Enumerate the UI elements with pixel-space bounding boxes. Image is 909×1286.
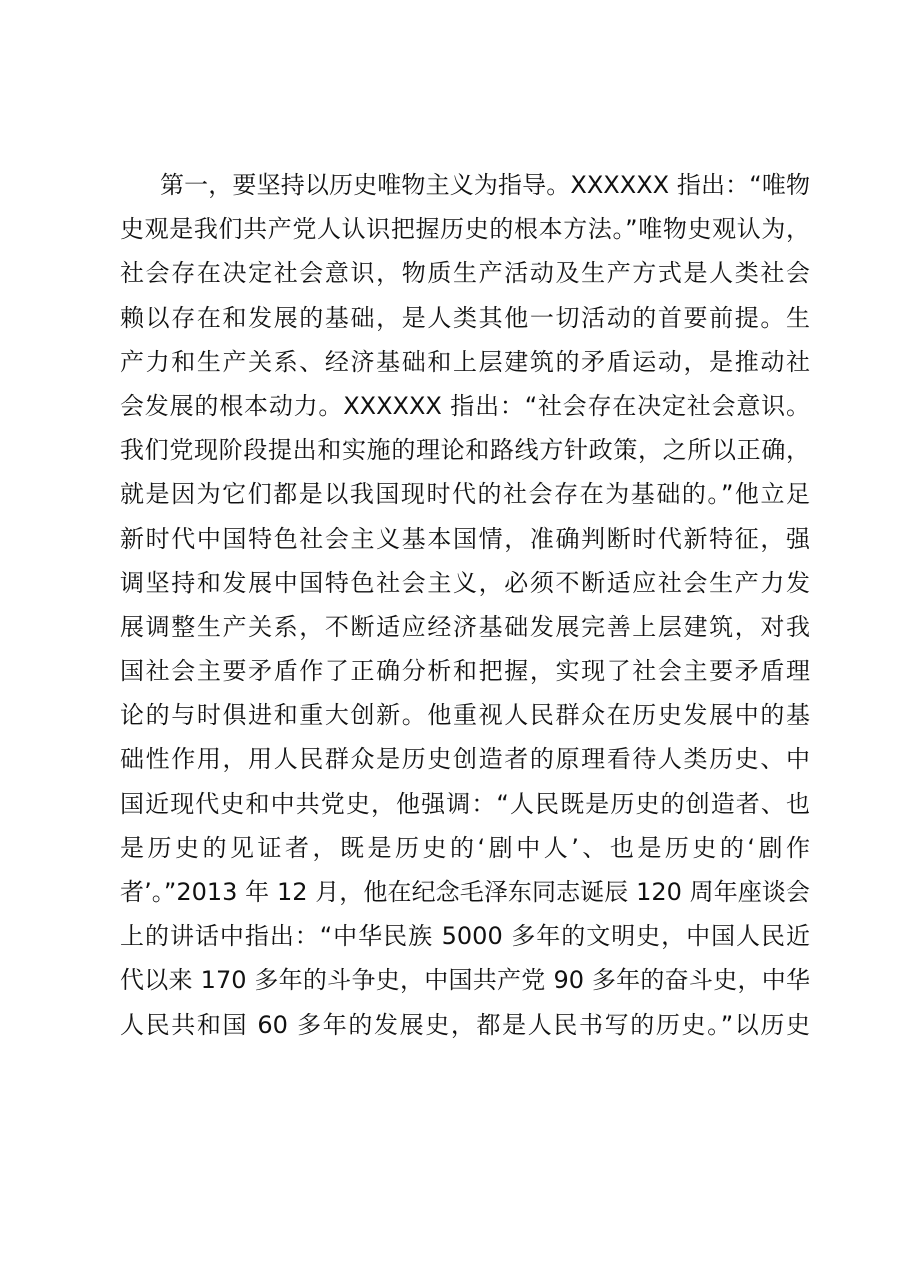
- text-line: 代以来 170 多年的斗争史，中国共产党 90 多年的奋斗史，中华: [120, 966, 810, 995]
- text-line: 人民共和国 60 多年的发展史，都是人民书写的历史。”以历史: [120, 1010, 810, 1039]
- text-line: 础性作用，用人民群众是历史创造者的原理看待人类历史、中: [120, 745, 810, 774]
- text-line: 社会存在决定社会意识，物质生产活动及生产方式是人类社会: [120, 259, 810, 288]
- text-line: 新时代中国特色社会主义基本国情，准确判断时代新特征，强: [120, 524, 810, 553]
- text-line: 上的讲话中指出：“中华民族 5000 多年的文明史，中国人民近: [120, 922, 810, 951]
- body-paragraph: [120, 163, 810, 1047]
- text-line: 国社会主要矛盾作了正确分析和把握，实现了社会主要矛盾理: [120, 657, 810, 686]
- text-line: 展调整生产关系，不断适应经济基础发展完善上层建筑，对我: [120, 612, 810, 641]
- text-line: 调坚持和发展中国特色社会主义，必须不断适应社会生产力发: [120, 568, 810, 597]
- text-line: 者’。”2013 年 12 月，他在纪念毛泽东同志诞辰 120 周年座谈会: [120, 878, 810, 906]
- text-line: 第一，要坚持以历史唯物主义为指导。XXXXXX 指出：“唯物: [160, 171, 810, 199]
- text-line: 产力和生产关系、经济基础和上层建筑的矛盾运动，是推动社: [120, 347, 810, 376]
- text-line: 国近现代史和中共党史，他强调：“人民既是历史的创造者、也: [120, 789, 810, 818]
- text-line: 我们党现阶段提出和实施的理论和路线方针政策，之所以正确，: [120, 436, 810, 465]
- text-line: 就是因为它们都是以我国现时代的社会存在为基础的。”他立足: [120, 480, 810, 509]
- text-line: 史观是我们共产党人认识把握历史的根本方法。”唯物史观认为，: [120, 215, 810, 244]
- text-line: 论的与时俱进和重大创新。他重视人民群众在历史发展中的基: [120, 701, 810, 730]
- text-line: 会发展的根本动力。XXXXXX 指出：“社会存在决定社会意识。: [120, 391, 810, 420]
- text-line: 赖以存在和发展的基础，是人类其他一切活动的首要前提。生: [120, 303, 810, 332]
- text-line: 是历史的见证者，既是历史的‘剧中人’、也是历史的‘剧作: [120, 833, 810, 862]
